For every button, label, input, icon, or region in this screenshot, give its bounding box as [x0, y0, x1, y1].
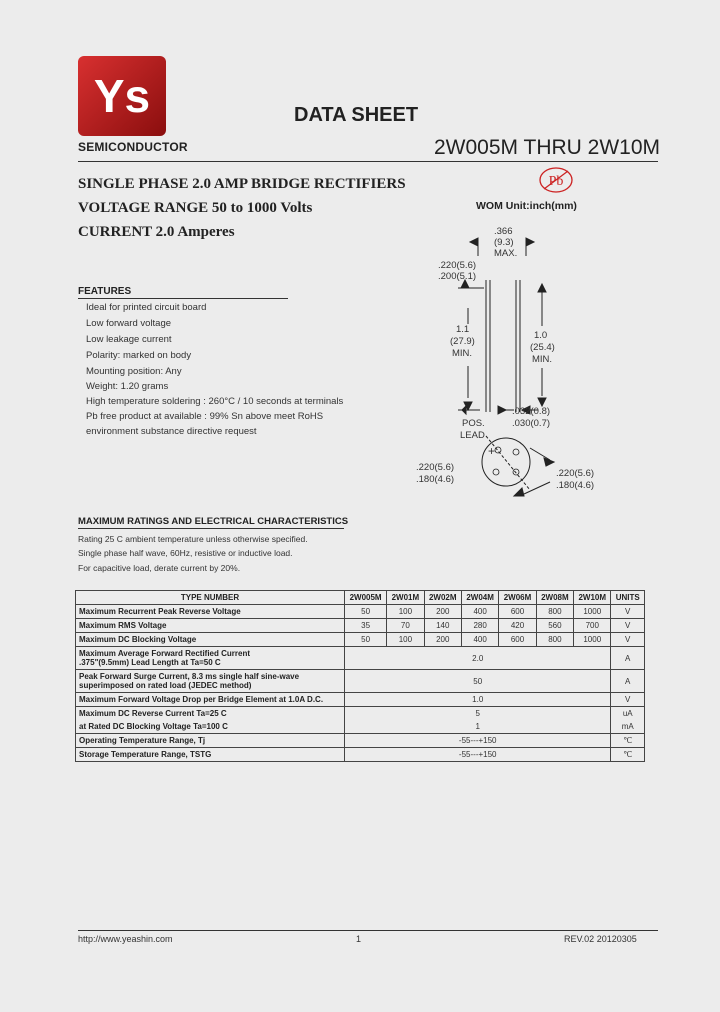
dim-lead2-note: MIN. — [532, 354, 553, 365]
svg-text:Ys: Ys — [93, 70, 151, 122]
table-row — [76, 734, 645, 748]
pb-free-icon — [538, 166, 574, 194]
company-logo — [78, 56, 166, 136]
cell-unit: V — [611, 605, 645, 619]
cell-value — [345, 707, 611, 734]
cell-value: 280 — [461, 619, 498, 633]
dim-width-note: MAX. — [494, 248, 518, 259]
cell-value: 1000 — [574, 633, 611, 647]
param-label — [76, 670, 345, 693]
ratings-title: MAXIMUM RATINGS AND ELECTRICAL CHARACTERISTICS — [78, 516, 349, 527]
param-line: Maximum DC Reverse Current Ta=25 C — [79, 709, 227, 718]
cell-value: 200 — [424, 605, 461, 619]
feature-item: Weight: 1.20 grams — [86, 381, 169, 392]
dim-body-min: .200(5.1) — [438, 271, 477, 282]
cell-value: 400 — [461, 605, 498, 619]
footer-divider — [78, 930, 658, 931]
cell-value: 1000 — [574, 605, 611, 619]
col-header: 2W01M — [387, 591, 424, 605]
dia-left-min: .180(4.6) — [416, 474, 455, 485]
param-label: Maximum Recurrent Peak Reverse Voltage — [76, 605, 345, 619]
col-header: 2W02M — [424, 591, 461, 605]
feature-item: Low leakage current — [86, 334, 172, 345]
value-line: 1 — [475, 722, 480, 731]
header-divider — [78, 161, 658, 162]
polarity-plus: + — [488, 444, 496, 458]
cell-unit: V — [611, 633, 645, 647]
cell-unit: A — [611, 670, 645, 693]
param-label: Maximum RMS Voltage — [76, 619, 345, 633]
param-label: Storage Temperature Range, TSTG — [76, 748, 345, 762]
cell-value: -55---+150 — [345, 734, 611, 748]
company-name: SEMICONDUCTOR — [78, 140, 188, 154]
cell-value: 100 — [387, 633, 424, 647]
headline-2: VOLTAGE RANGE 50 to 1000 Volts — [78, 200, 313, 216]
cell-unit: A — [611, 647, 645, 670]
dia-left-max: .220(5.6) — [416, 462, 455, 473]
param-line: .375"(9.5mm) Lead Length at Ta=50 C — [79, 658, 221, 667]
dim-width-mm: (9.3) — [494, 237, 514, 248]
param-label — [76, 647, 345, 670]
ratings-divider — [78, 528, 344, 529]
param-line: superimposed on rated load (JEDEC method) — [79, 681, 252, 690]
cell-value: 50 — [345, 633, 387, 647]
cell-value: 1.0 — [345, 693, 611, 707]
cell-value: 200 — [424, 633, 461, 647]
rating-note: For capacitive load, derate current by 20%. — [78, 563, 241, 573]
col-header: 2W10M — [574, 591, 611, 605]
param-label: Maximum DC Blocking Voltage — [76, 633, 345, 647]
dim-body-max: .220(5.6) — [438, 260, 477, 271]
feature-item: Ideal for printed circuit board — [86, 302, 207, 313]
feature-item: High temperature soldering : 260°C / 10 seconds at terminals — [86, 396, 344, 407]
logo-graphic — [78, 56, 166, 136]
param-label — [76, 707, 345, 734]
param-line: at Rated DC Blocking Voltage Ta=100 C — [79, 722, 228, 731]
cell-unit: V — [611, 619, 645, 633]
table-row — [76, 619, 645, 633]
feature-item: Low forward voltage — [86, 318, 172, 329]
dia-right-max: .220(5.6) — [556, 468, 595, 479]
unit-line: mA — [621, 722, 634, 731]
dia-right-min: .180(4.6) — [556, 480, 595, 491]
cell-value: 800 — [536, 633, 573, 647]
param-label: Operating Temperature Range, Tj — [76, 734, 345, 748]
cell-unit: ℃ — [611, 734, 645, 748]
spec-table — [75, 590, 645, 762]
cell-value: 50 — [345, 670, 611, 693]
feature-item: Pb free product at available : 99% Sn above meet RoHS — [86, 411, 324, 422]
table-row — [76, 605, 645, 619]
cell-value: -55---+150 — [345, 748, 611, 762]
table-row — [76, 670, 645, 693]
value-line: 5 — [475, 709, 480, 718]
footer-url[interactable]: http://www.yeashin.com — [78, 934, 173, 944]
rating-note: Single phase half wave, 60Hz, resistive or inductive load. — [78, 548, 293, 558]
unit-line: uA — [622, 709, 633, 718]
table-row — [76, 633, 645, 647]
col-header: 2W08M — [536, 591, 573, 605]
pb-symbol: Pb — [548, 174, 564, 189]
pos-lead-label-1: POS. — [462, 418, 485, 429]
package-label: WOM Unit:inch(mm) — [476, 200, 577, 212]
dim-width-in: .366 — [494, 226, 513, 237]
pos-lead-label-2: LEAD — [460, 430, 485, 441]
param-line: Peak Forward Surge Current, 8.3 ms single half sine-wave — [79, 672, 300, 681]
param-label: Maximum Forward Voltage Drop per Bridge Element at 1.0A D.C. — [76, 693, 345, 707]
cell-value: 140 — [424, 619, 461, 633]
cell-value: 35 — [345, 619, 387, 633]
cell-unit: ℃ — [611, 748, 645, 762]
col-header: 2W04M — [461, 591, 498, 605]
cell-value: 420 — [499, 619, 536, 633]
cell-unit — [611, 707, 645, 734]
page-number: 1 — [356, 934, 362, 944]
cell-value: 2.0 — [345, 647, 611, 670]
col-header: UNITS — [611, 591, 645, 605]
table-row — [76, 647, 645, 670]
table-row — [76, 707, 645, 734]
table-row — [76, 748, 645, 762]
cell-value: 70 — [387, 619, 424, 633]
features-divider — [78, 298, 288, 299]
col-header: 2W06M — [499, 591, 536, 605]
param-line: Maximum Average Forward Rectified Current — [79, 649, 251, 658]
cell-value: 400 — [461, 633, 498, 647]
col-header: TYPE NUMBER — [76, 591, 345, 605]
col-header: 2W005M — [345, 591, 387, 605]
dim-lead2-mm: (25.4) — [530, 342, 555, 353]
dim-lead-len-note: MIN. — [452, 348, 473, 359]
page-title: DATA SHEET — [294, 104, 419, 126]
headline-3: CURRENT 2.0 Amperes — [78, 224, 235, 240]
lead-dia-min: .030(0.7) — [512, 418, 551, 429]
cell-value: 560 — [536, 619, 573, 633]
table-row — [76, 693, 645, 707]
cell-value: 100 — [387, 605, 424, 619]
part-range: 2W005M THRU 2W10M — [434, 136, 660, 159]
feature-item: Polarity: marked on body — [86, 350, 192, 361]
rating-note: Rating 25 C ambient temperature unless otherwise specified. — [78, 534, 308, 544]
dim-lead2-in: 1.0 — [534, 330, 548, 341]
lead-dia-max: .032(0.8) — [512, 406, 551, 417]
table-header-row — [76, 591, 645, 605]
cell-value: 600 — [499, 605, 536, 619]
cell-value: 600 — [499, 633, 536, 647]
cell-value: 50 — [345, 605, 387, 619]
headline-1: SINGLE PHASE 2.0 AMP BRIDGE RECTIFIERS — [78, 176, 406, 192]
cell-value: 800 — [536, 605, 573, 619]
revision: REV.02 20120305 — [564, 934, 637, 944]
dim-lead-len-in: 1.1 — [456, 324, 470, 335]
feature-item: Mounting position: Any — [86, 366, 182, 377]
feature-item: environment substance directive request — [86, 426, 257, 437]
cell-unit: V — [611, 693, 645, 707]
cell-value: 700 — [574, 619, 611, 633]
features-title: FEATURES — [78, 286, 132, 297]
dim-lead-len-mm: (27.9) — [450, 336, 475, 347]
